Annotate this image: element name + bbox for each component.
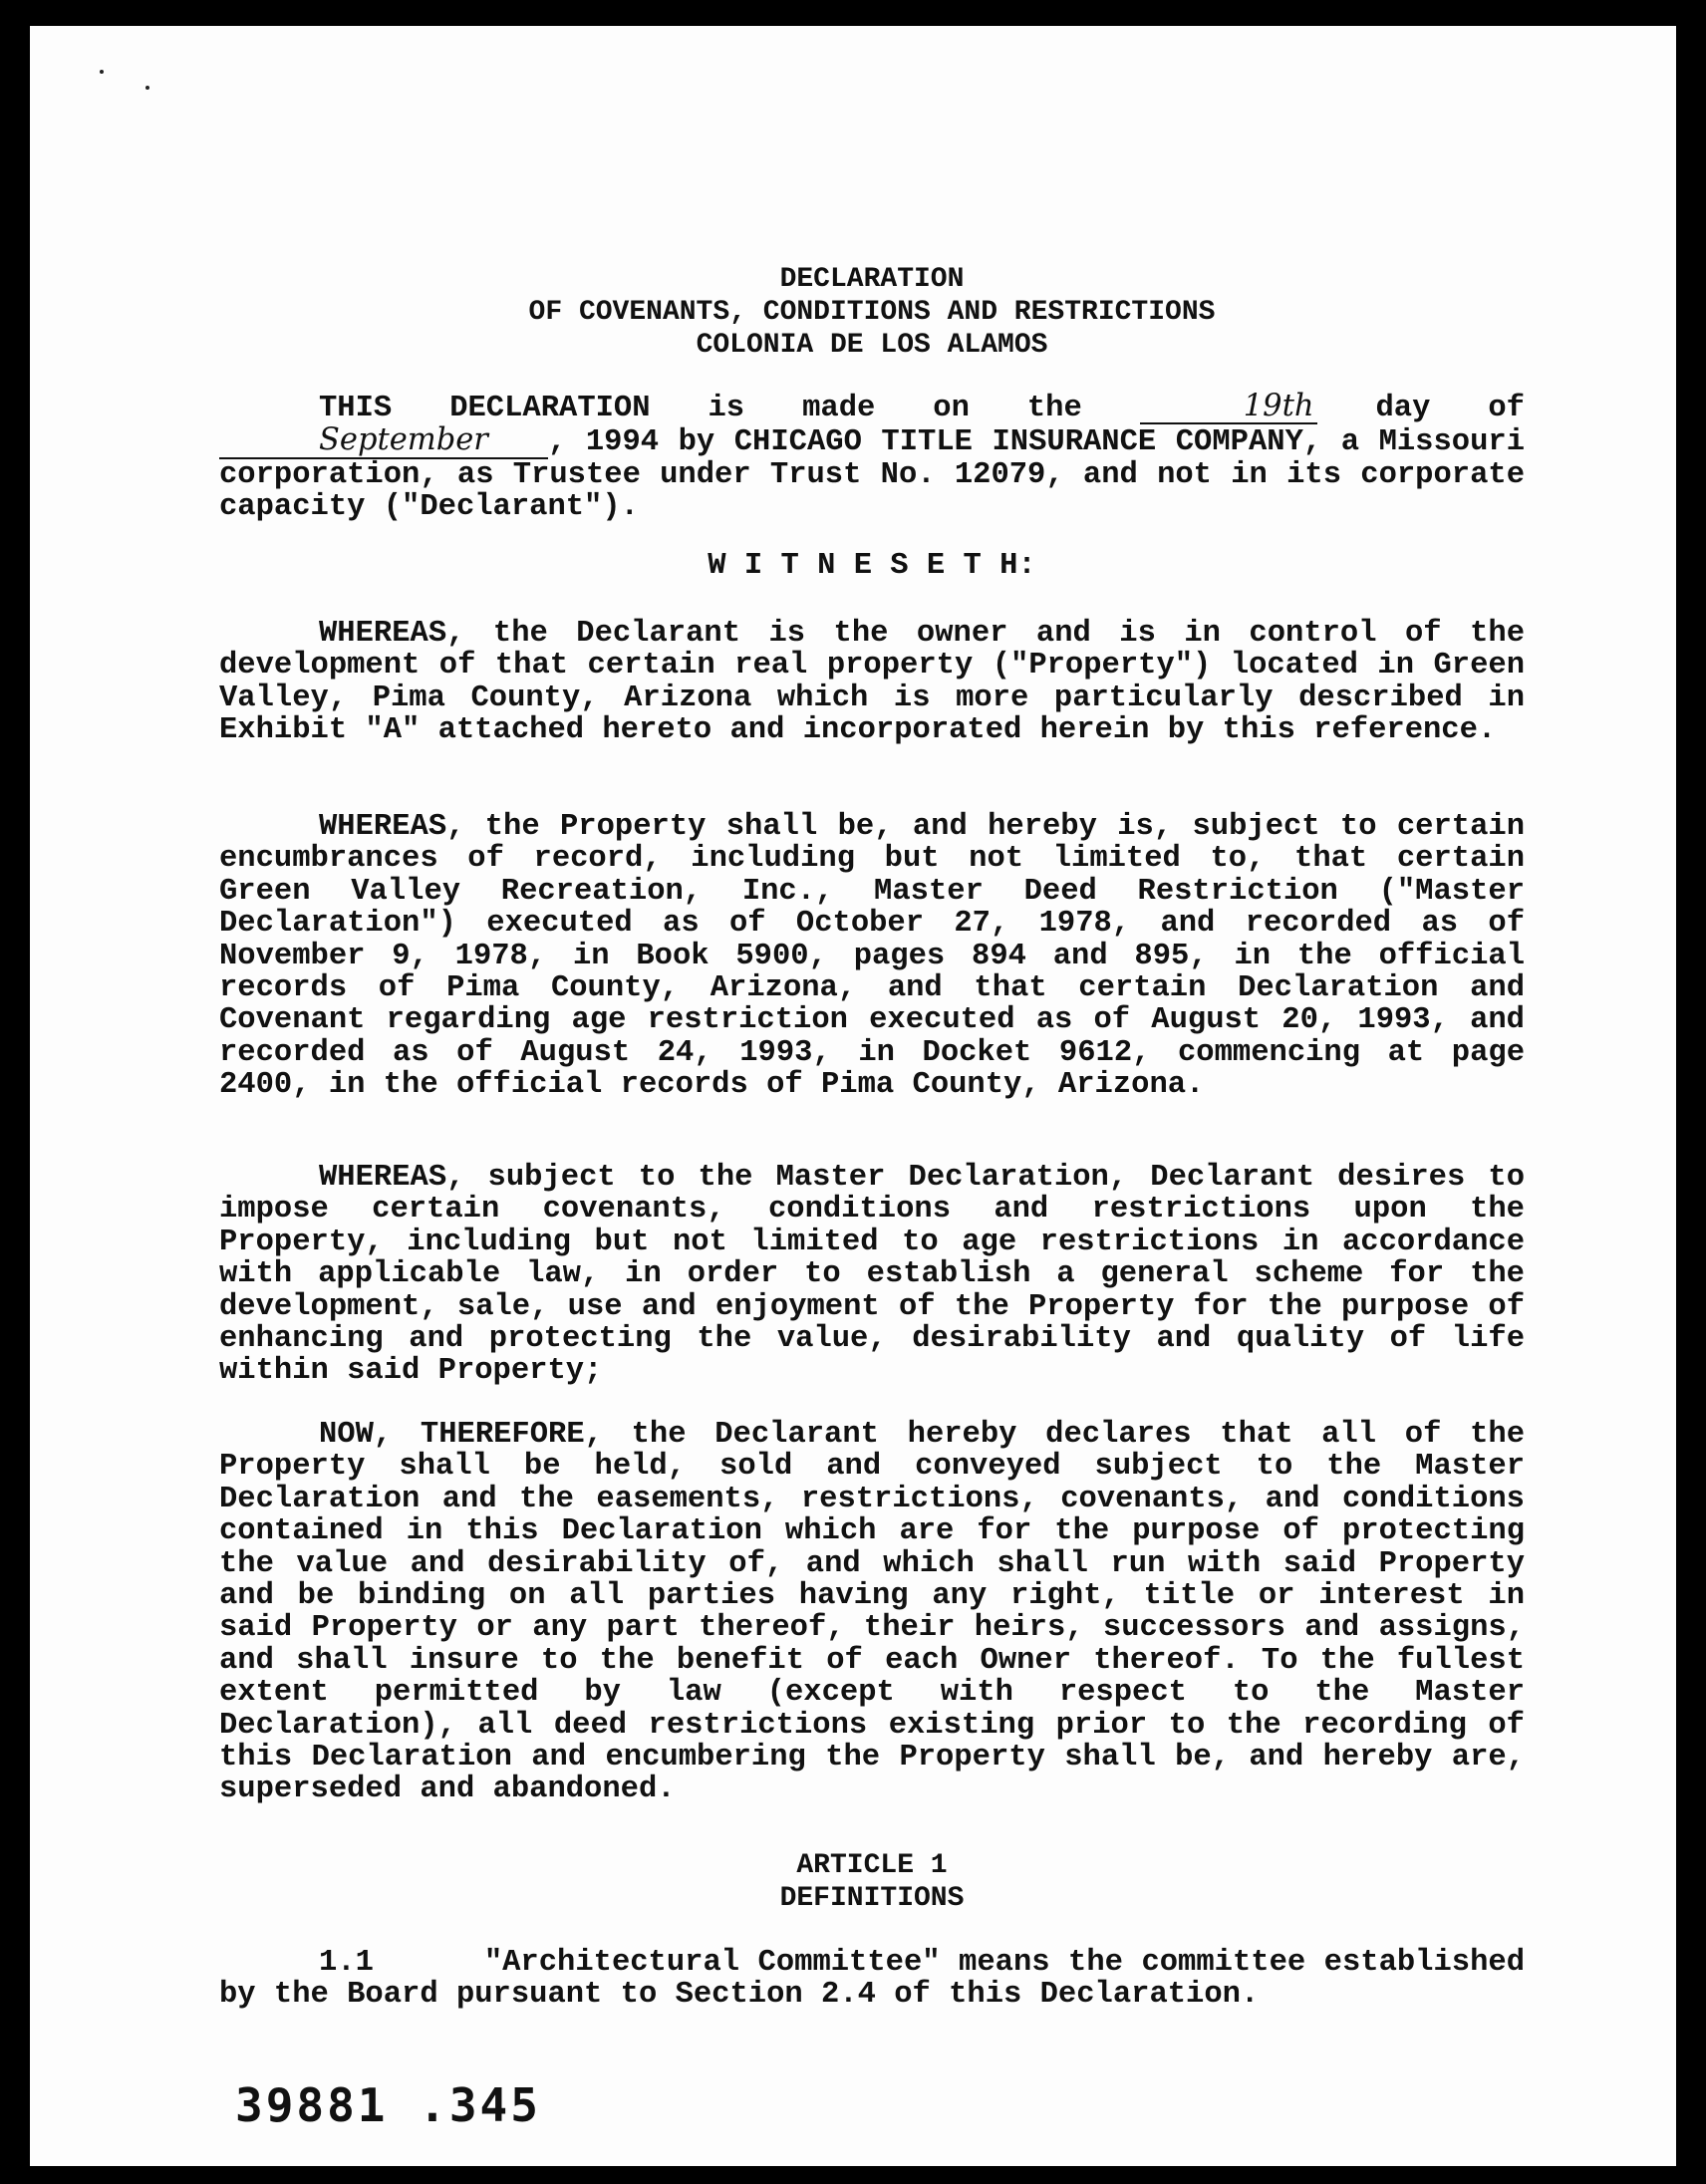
article-title: ARTICLE 1 xyxy=(796,1850,948,1881)
recital-paragraph-1: WHEREAS, the Declarant is the owner and is in control of the development of that certain real property ("Property") located in Green Valley, Pima County, Arizona which is more particularly described in Exhibit "A" attached hereto and incorporated herein by this reference. xyxy=(219,617,1525,748)
scan-speck xyxy=(100,70,104,74)
definition-1-1: 1.1 "Architectural Committee" means the committee established by the Board pursuant to Section 2.4 of this Declaration. xyxy=(219,1946,1544,2013)
intro-paragraph xyxy=(219,391,1525,524)
recital-paragraph-3: WHEREAS, subject to the Master Declaration, Declarant desires to impose certain covenants, conditions and restrictions upon the Property, including but not limited to age restrictions in accordance with applicable law, in order to establish a general scheme for the development, sale, use and enjoyment of the Property for the purpose of enhancing and protecting the value, desirability and quality of life within said Property; xyxy=(219,1161,1525,1389)
title-declaration: DECLARATION xyxy=(779,264,965,295)
intro-text-2: day of xyxy=(1375,392,1525,425)
docket-page-number: 39881 .345 xyxy=(235,2078,541,2132)
recital-paragraph-2: WHEREAS, the Property shall be, and hereby is, subject to certain encumbrances of record, including but not limited to, that certain Green Valley Recreation, Inc., Master Deed Restriction ("Master Declaration") executed as of October 27, 1978, and recorded as of November 9, 1978, in Book 5900, pages 894 and 895, in the official records of Pima County, Arizona, and that certain Declaration and Covenant regarding age restriction executed as of August 20, 1993, and recorded as of August 24, 1993, in Docket 9612, commencing at page 2400, in the official records of Pima County, Arizona. xyxy=(219,810,1525,1103)
intro-text-1: THIS DECLARATION is made on the xyxy=(319,392,1082,425)
handwritten-month: September xyxy=(219,424,548,458)
handwritten-day: 19th xyxy=(1140,391,1318,424)
article-heading xyxy=(219,1849,1525,1915)
title-community-name: COLONIA DE LOS ALAMOS xyxy=(696,330,1048,361)
witneseth-heading: W I T N E S E T H: xyxy=(708,549,1036,583)
declaration-paragraph: NOW, THEREFORE, the Declarant hereby declares that all of the Property shall be held, sold and conveyed subject to the Master Declaration and the easements, restrictions, covenants, and conditions contained in this Declaration which are for the purpose of protecting the value and desirability of, and which shall run with said Property and be binding on all parties having any right, title or interest in said Property or any part thereof, their heirs, successors and assigns, and shall insure to the benefit of each Owner thereof. To the fullest extent permitted by law (except with respect to the Master Declaration), all deed restrictions existing prior to the recording of this Declaration and encumbering the Property shall be, and hereby are, superseded and abandoned. xyxy=(219,1418,1525,1807)
title-covenants: OF COVENANTS, CONDITIONS AND RESTRICTIONS xyxy=(528,297,1216,328)
document-title-block xyxy=(219,263,1525,362)
article-subtitle: DEFINITIONS xyxy=(779,1883,965,1914)
document-page xyxy=(30,26,1676,2166)
intro-text-3: , 1994 by CHICAGO TITLE INSURANCE COMPANY, a Missouri corporation, as Trustee under Trust No. 12079, and not in its corporate capacity ("Declarant"). xyxy=(219,425,1525,525)
recital-block xyxy=(219,618,1525,747)
scan-speck xyxy=(145,86,149,90)
